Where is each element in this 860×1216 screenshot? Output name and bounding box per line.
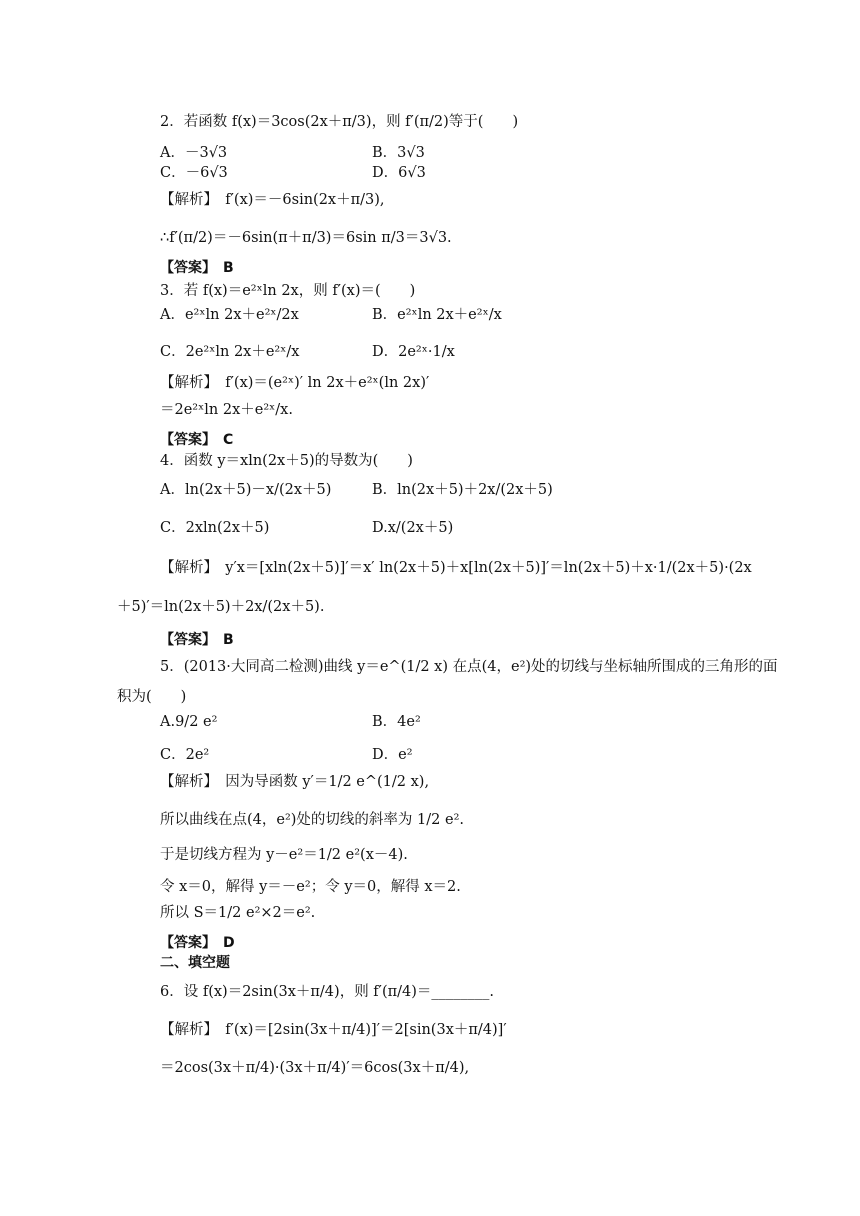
q5-option-d: D．e² (372, 747, 413, 763)
q2-option-c: C．－6√3 (160, 165, 228, 181)
q5-analysis-line2: 所以曲线在点(4，e²)处的切线的斜率为 1/2 e². (160, 812, 464, 828)
q6-stem: 6．设 f(x)＝2sin(3x＋π/4)，则 f′(π/4)＝________. (160, 984, 495, 1000)
q5-analysis-line5: 所以 S＝1/2 e²×2＝e². (160, 905, 316, 921)
q5-option-a: A.9/2 e² (160, 714, 218, 730)
q5-answer: 【答案】 D (160, 935, 235, 951)
q4-stem: 4．函数 y＝xln(2x＋5)的导数为( ) (160, 453, 413, 469)
q4-option-a: A．ln(2x＋5)－x/(2x＋5) (160, 482, 332, 498)
q3-stem: 3．若 f(x)＝e²ˣln 2x，则 f′(x)＝( ) (160, 283, 416, 299)
q3-analysis-line2: ＝2e²ˣln 2x＋e²ˣ/x. (160, 402, 293, 418)
q3-analysis-line1: 【解析】 f′(x)＝(e²ˣ)′ ln 2x＋e²ˣ(ln 2x)′ (160, 375, 430, 391)
q4-option-d: D.x/(2x＋5) (372, 520, 454, 536)
q5-option-b: B．4e² (372, 714, 421, 730)
q5-option-c: C．2e² (160, 747, 210, 763)
q2-option-b: B．3√3 (372, 145, 425, 161)
q6-analysis-line1: 【解析】 f′(x)＝[2sin(3x＋π/4)]′＝2[sin(3x＋π/4)]′ (160, 1022, 507, 1038)
q5-stem-line2: 积为( ) (117, 689, 187, 705)
q6-analysis-line2: ＝2cos(3x＋π/4)·(3x＋π/4)′＝6cos(3x＋π/4), (160, 1060, 470, 1076)
q5-analysis-line1: 【解析】 因为导函数 y′＝1/2 e^(1/2 x), (160, 774, 430, 790)
q4-answer: 【答案】 B (160, 632, 234, 648)
q2-stem: 2．若函数 f(x)＝3cos(2x＋π/3)，则 f′(π/2)等于( ) (160, 114, 519, 130)
q2-option-a: A．－3√3 (160, 145, 228, 161)
q4-analysis-line1: 【解析】 y′x＝[xln(2x＋5)]′＝x′ ln(2x＋5)＋x[ln(2x＋5)]′＝ln(2x＋5)＋x·1/(2x＋5)·(2x (160, 560, 752, 576)
q2-option-d: D．6√3 (372, 165, 426, 181)
q4-analysis-line2: ＋5)′＝ln(2x＋5)＋2x/(2x＋5). (117, 599, 325, 615)
q2-answer: 【答案】 B (160, 260, 234, 276)
q2-analysis-line1: 【解析】 f′(x)＝－6sin(2x＋π/3), (160, 192, 385, 208)
q3-answer: 【答案】 C (160, 432, 234, 448)
q3-option-b: B．e²ˣln 2x＋e²ˣ/x (372, 307, 502, 323)
q4-option-b: B．ln(2x＋5)＋2x/(2x＋5) (372, 482, 553, 498)
q4-option-c: C．2xln(2x＋5) (160, 520, 270, 536)
q5-analysis-line3: 于是切线方程为 y－e²＝1/2 e²(x－4). (160, 847, 408, 863)
q3-option-c: C．2e²ˣln 2x＋e²ˣ/x (160, 344, 300, 360)
q3-option-d: D．2e²ˣ·1/x (372, 344, 455, 360)
q3-option-a: A．e²ˣln 2x＋e²ˣ/2x (160, 307, 299, 323)
section-heading: 二、填空题 (160, 955, 230, 971)
q2-analysis-line2: ∴f′(π/2)＝－6sin(π＋π/3)＝6sin π/3＝3√3. (160, 230, 452, 246)
q5-stem-line1: 5．(2013·大同高二检测)曲线 y＝e^(1/2 x) 在点(4，e²)处的切线与坐标轴所围成的三角形的面 (160, 659, 778, 675)
q5-analysis-line4: 令 x＝0，解得 y＝－e²；令 y＝0，解得 x＝2. (160, 879, 461, 895)
